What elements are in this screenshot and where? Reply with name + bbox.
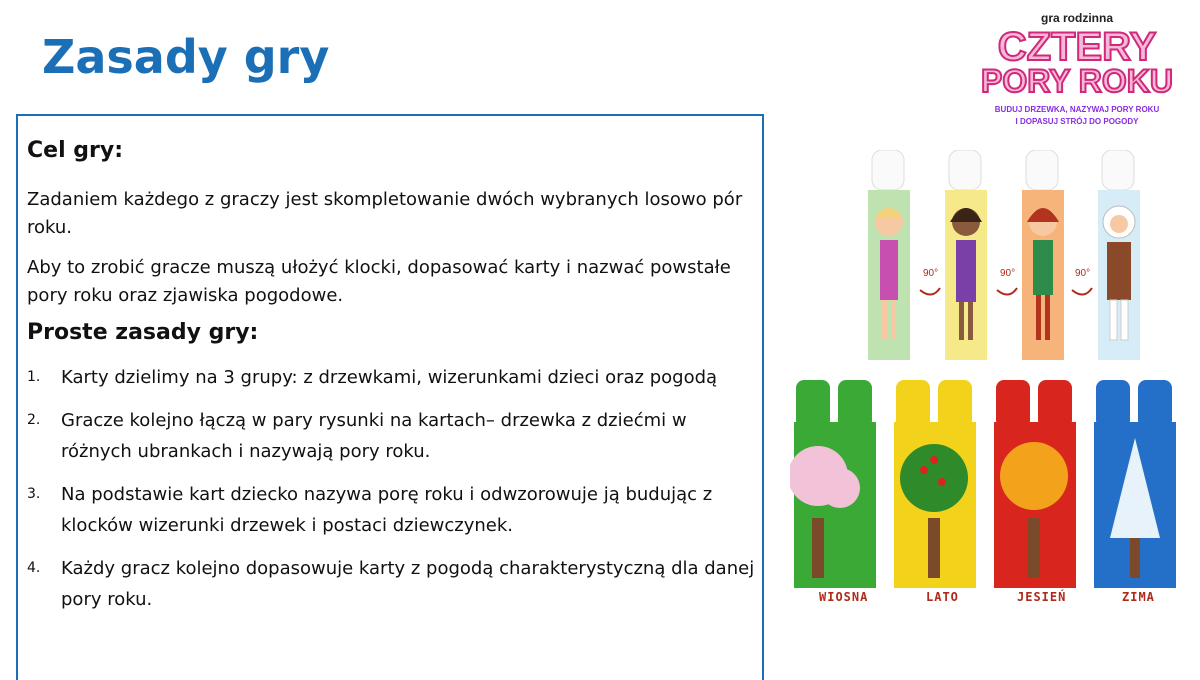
list-item: 1. Karty dzielimy na 3 grupy: z drzewkami, wizerunkami dzieci oraz pogodą (27, 367, 718, 388)
block-summer (894, 380, 976, 588)
goal-paragraph-1: Zadaniem każdego z graczy jest skompletowanie dwóch wybranych losowo pór roku. (27, 189, 743, 238)
rotation-label-1: 90° (923, 268, 939, 279)
logo-line1: CZTERY (997, 25, 1157, 69)
rules-list (27, 362, 757, 627)
game-logo (955, 8, 1198, 128)
logo-line2: PORY ROKU (980, 63, 1174, 99)
goal-heading: Cel gry: (27, 138, 124, 163)
season-label-autumn: JESIEŃ (1017, 590, 1067, 604)
list-item: 3. Na podstawie kart dziecko nazywa porę roku i odwzorowuje ją budując z klocków wizerunki drzewek i postaci dziewczynek. (27, 484, 713, 536)
logo-tagline: gra rodzinna (1040, 11, 1114, 25)
block-winter (1094, 380, 1176, 588)
rotation-label-3: 90° (1075, 268, 1091, 279)
figure-winter (1098, 150, 1140, 360)
figure-spring (868, 150, 910, 360)
rules-panel (16, 114, 764, 680)
logo-sub1: BUDUJ DRZEWKA, NAZYWAJ PORY ROKU (994, 105, 1160, 114)
block-spring (790, 380, 876, 588)
season-label-summer: LATO (926, 590, 959, 604)
figure-autumn (1022, 150, 1064, 360)
page-title: Zasady gry (42, 30, 330, 84)
figure-summer (945, 150, 987, 360)
block-autumn (994, 380, 1076, 588)
season-label-spring: WIOSNA (819, 590, 869, 604)
list-item: 4. Każdy gracz kolejno dopasowuje karty z pogodą charakterystyczną dla danej pory roku. (27, 558, 755, 610)
figure-blocks-image (860, 150, 1160, 365)
rotation-label-2: 90° (1000, 268, 1016, 279)
list-item: 2. Gracze kolejno łączą w pary rysunki na kartach– drzewka z dziećmi w różnych ubrankach i nazywają pory roku. (27, 410, 687, 462)
tree-blocks-image (790, 378, 1190, 590)
season-label-winter: ZIMA (1122, 590, 1155, 604)
goal-paragraph-2: Aby to zrobić gracze muszą ułożyć klocki, dopasować karty i nazwać powstałe pory roku oraz zjawiska pogodowe. (27, 257, 731, 306)
logo-sub2: I DOPASUJ STRÓJ DO POGODY (1015, 117, 1139, 126)
rules-heading: Proste zasady gry: (27, 320, 259, 345)
